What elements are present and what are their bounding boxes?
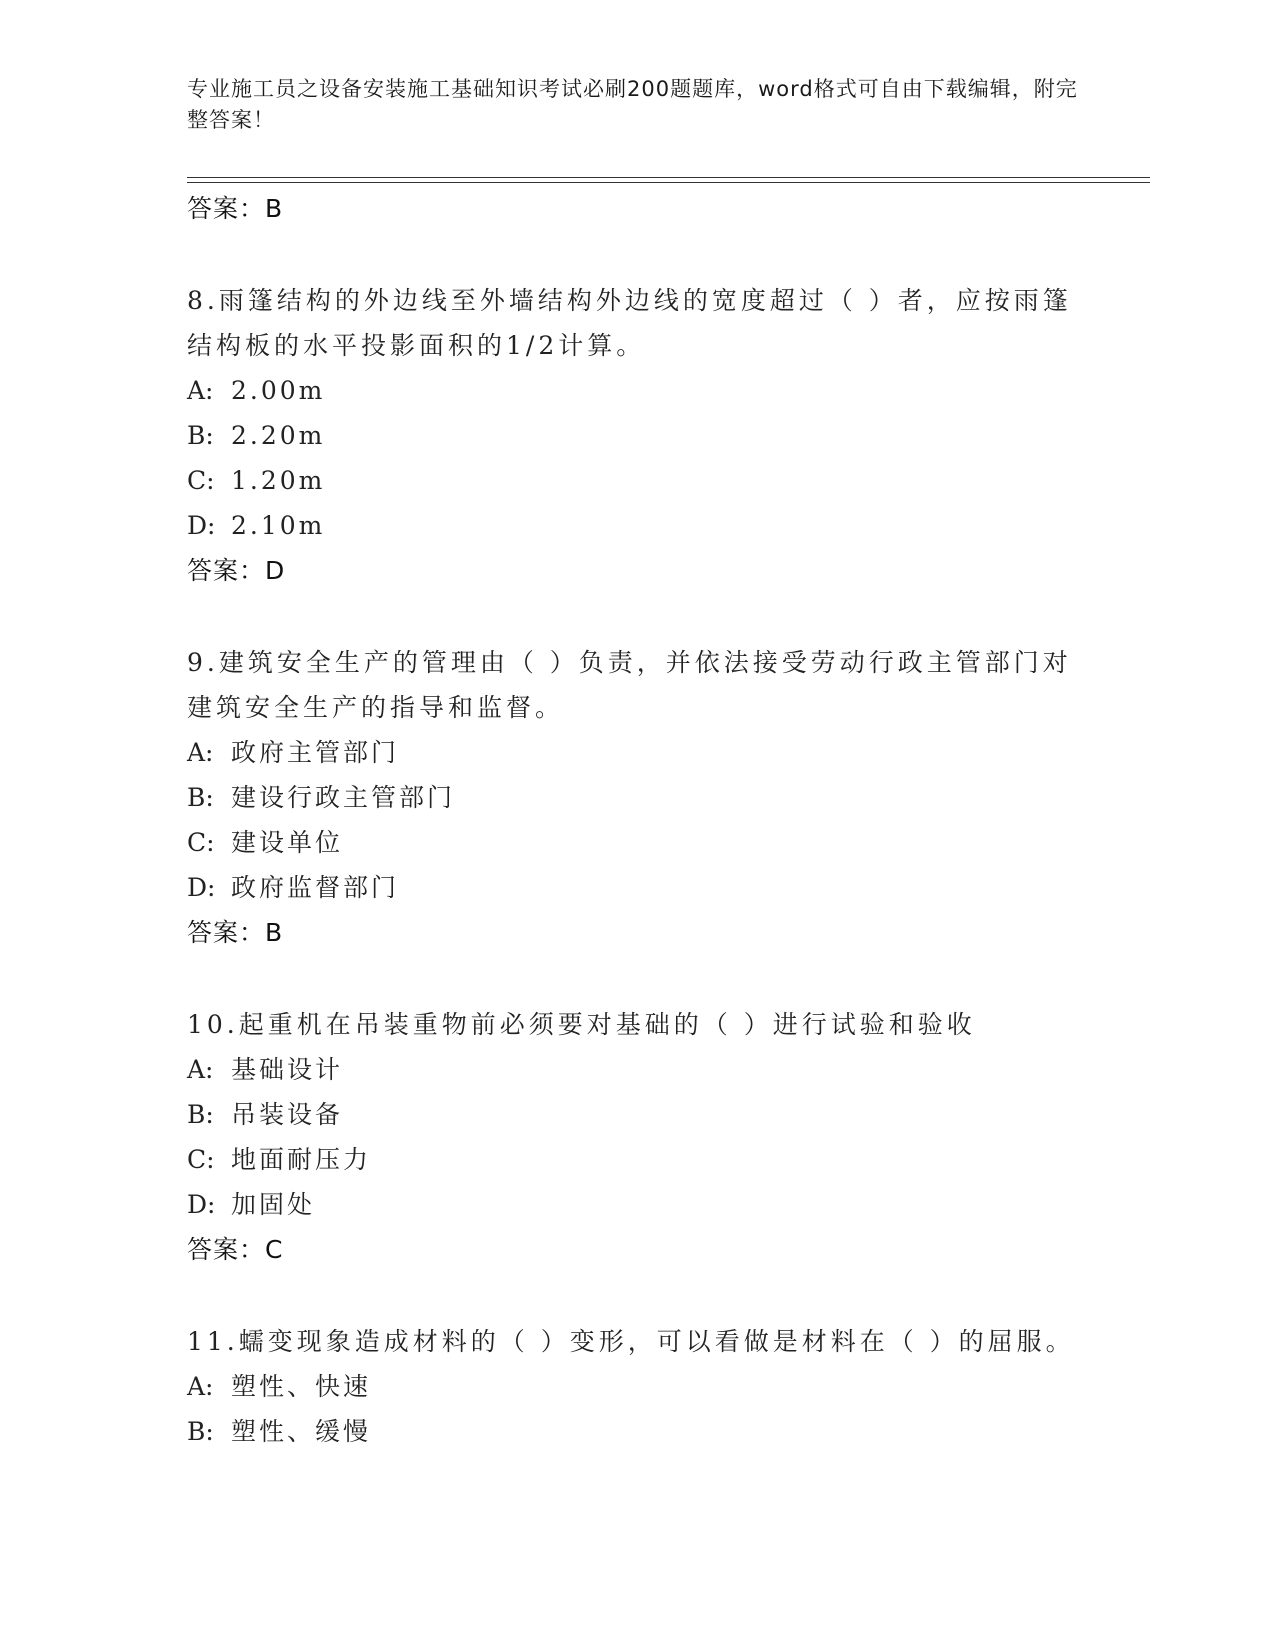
option-b (187, 413, 1087, 458)
option-d (187, 503, 1087, 548)
option-a (187, 1047, 1087, 1092)
option-label: B: (187, 783, 214, 812)
option-d (187, 1182, 1087, 1227)
option-text: 政府监督部门 (231, 873, 400, 902)
option-text: 地面耐压力 (231, 1145, 372, 1174)
option-label: D: (187, 1190, 216, 1219)
answer-line: 答案：B (187, 194, 284, 223)
answer-line: 答案：B (187, 918, 284, 947)
option-b (187, 1409, 1087, 1454)
option-a (187, 368, 1087, 413)
option-text: 塑性、缓慢 (231, 1417, 372, 1446)
option-b (187, 775, 1087, 820)
option-label: C: (187, 1145, 215, 1174)
question-10 (187, 1002, 1087, 1273)
option-text: 建设行政主管部门 (231, 783, 456, 812)
question-text: 8.雨篷结构的外边线至外墙结构外边线的宽度超过（ ）者，应按雨篷结构板的水平投影面积的1/2计算。 (187, 286, 1072, 360)
header-divider-bottom (187, 182, 1150, 183)
option-label: C: (187, 828, 215, 857)
option-text: 塑性、快速 (231, 1372, 372, 1401)
option-text: 政府主管部门 (231, 738, 400, 767)
option-label: A: (187, 1055, 214, 1084)
option-label: D: (187, 511, 216, 540)
option-label: B: (187, 1417, 214, 1446)
question-9 (187, 640, 1087, 956)
option-text: 加固处 (231, 1190, 316, 1219)
option-label: A: (187, 738, 214, 767)
option-label: B: (187, 1100, 214, 1129)
answer-line: 答案：C (187, 1235, 284, 1264)
question-text: 9.建筑安全生产的管理由（ ）负责，并依法接受劳动行政主管部门对建筑安全生产的指导和监督。 (187, 648, 1072, 722)
option-text: 吊装设备 (231, 1100, 344, 1129)
option-text: 2.00m (231, 376, 326, 405)
question-list (187, 186, 1087, 1454)
option-d (187, 865, 1087, 910)
question-8 (187, 278, 1087, 594)
option-text: 建设单位 (231, 828, 344, 857)
question-11 (187, 1319, 1087, 1454)
question-text: 11.蠕变现象造成材料的（ ）变形，可以看做是材料在（ ）的屈服。 (187, 1327, 1075, 1356)
option-label: A: (187, 376, 214, 405)
option-text: 2.20m (231, 421, 326, 450)
option-c (187, 1137, 1087, 1182)
option-a (187, 730, 1087, 775)
option-text: 2.10m (231, 511, 326, 540)
document-header: 专业施工员之设备安装施工基础知识考试必刷200题题库，word格式可自由下载编辑，附完整答案！ (187, 77, 1078, 132)
option-label: B: (187, 421, 214, 450)
option-label: C: (187, 466, 215, 495)
option-text: 基础设计 (231, 1055, 344, 1084)
option-label: D: (187, 873, 216, 902)
answer-line: 答案：D (187, 556, 286, 585)
header-divider-top (187, 177, 1150, 178)
option-b (187, 1092, 1087, 1137)
question-text: 10.起重机在吊装重物前必须要对基础的（ ）进行试验和验收 (187, 1010, 976, 1039)
option-label: A: (187, 1372, 214, 1401)
option-a (187, 1364, 1087, 1409)
option-c (187, 458, 1087, 503)
option-c (187, 820, 1087, 865)
option-text: 1.20m (231, 466, 326, 495)
